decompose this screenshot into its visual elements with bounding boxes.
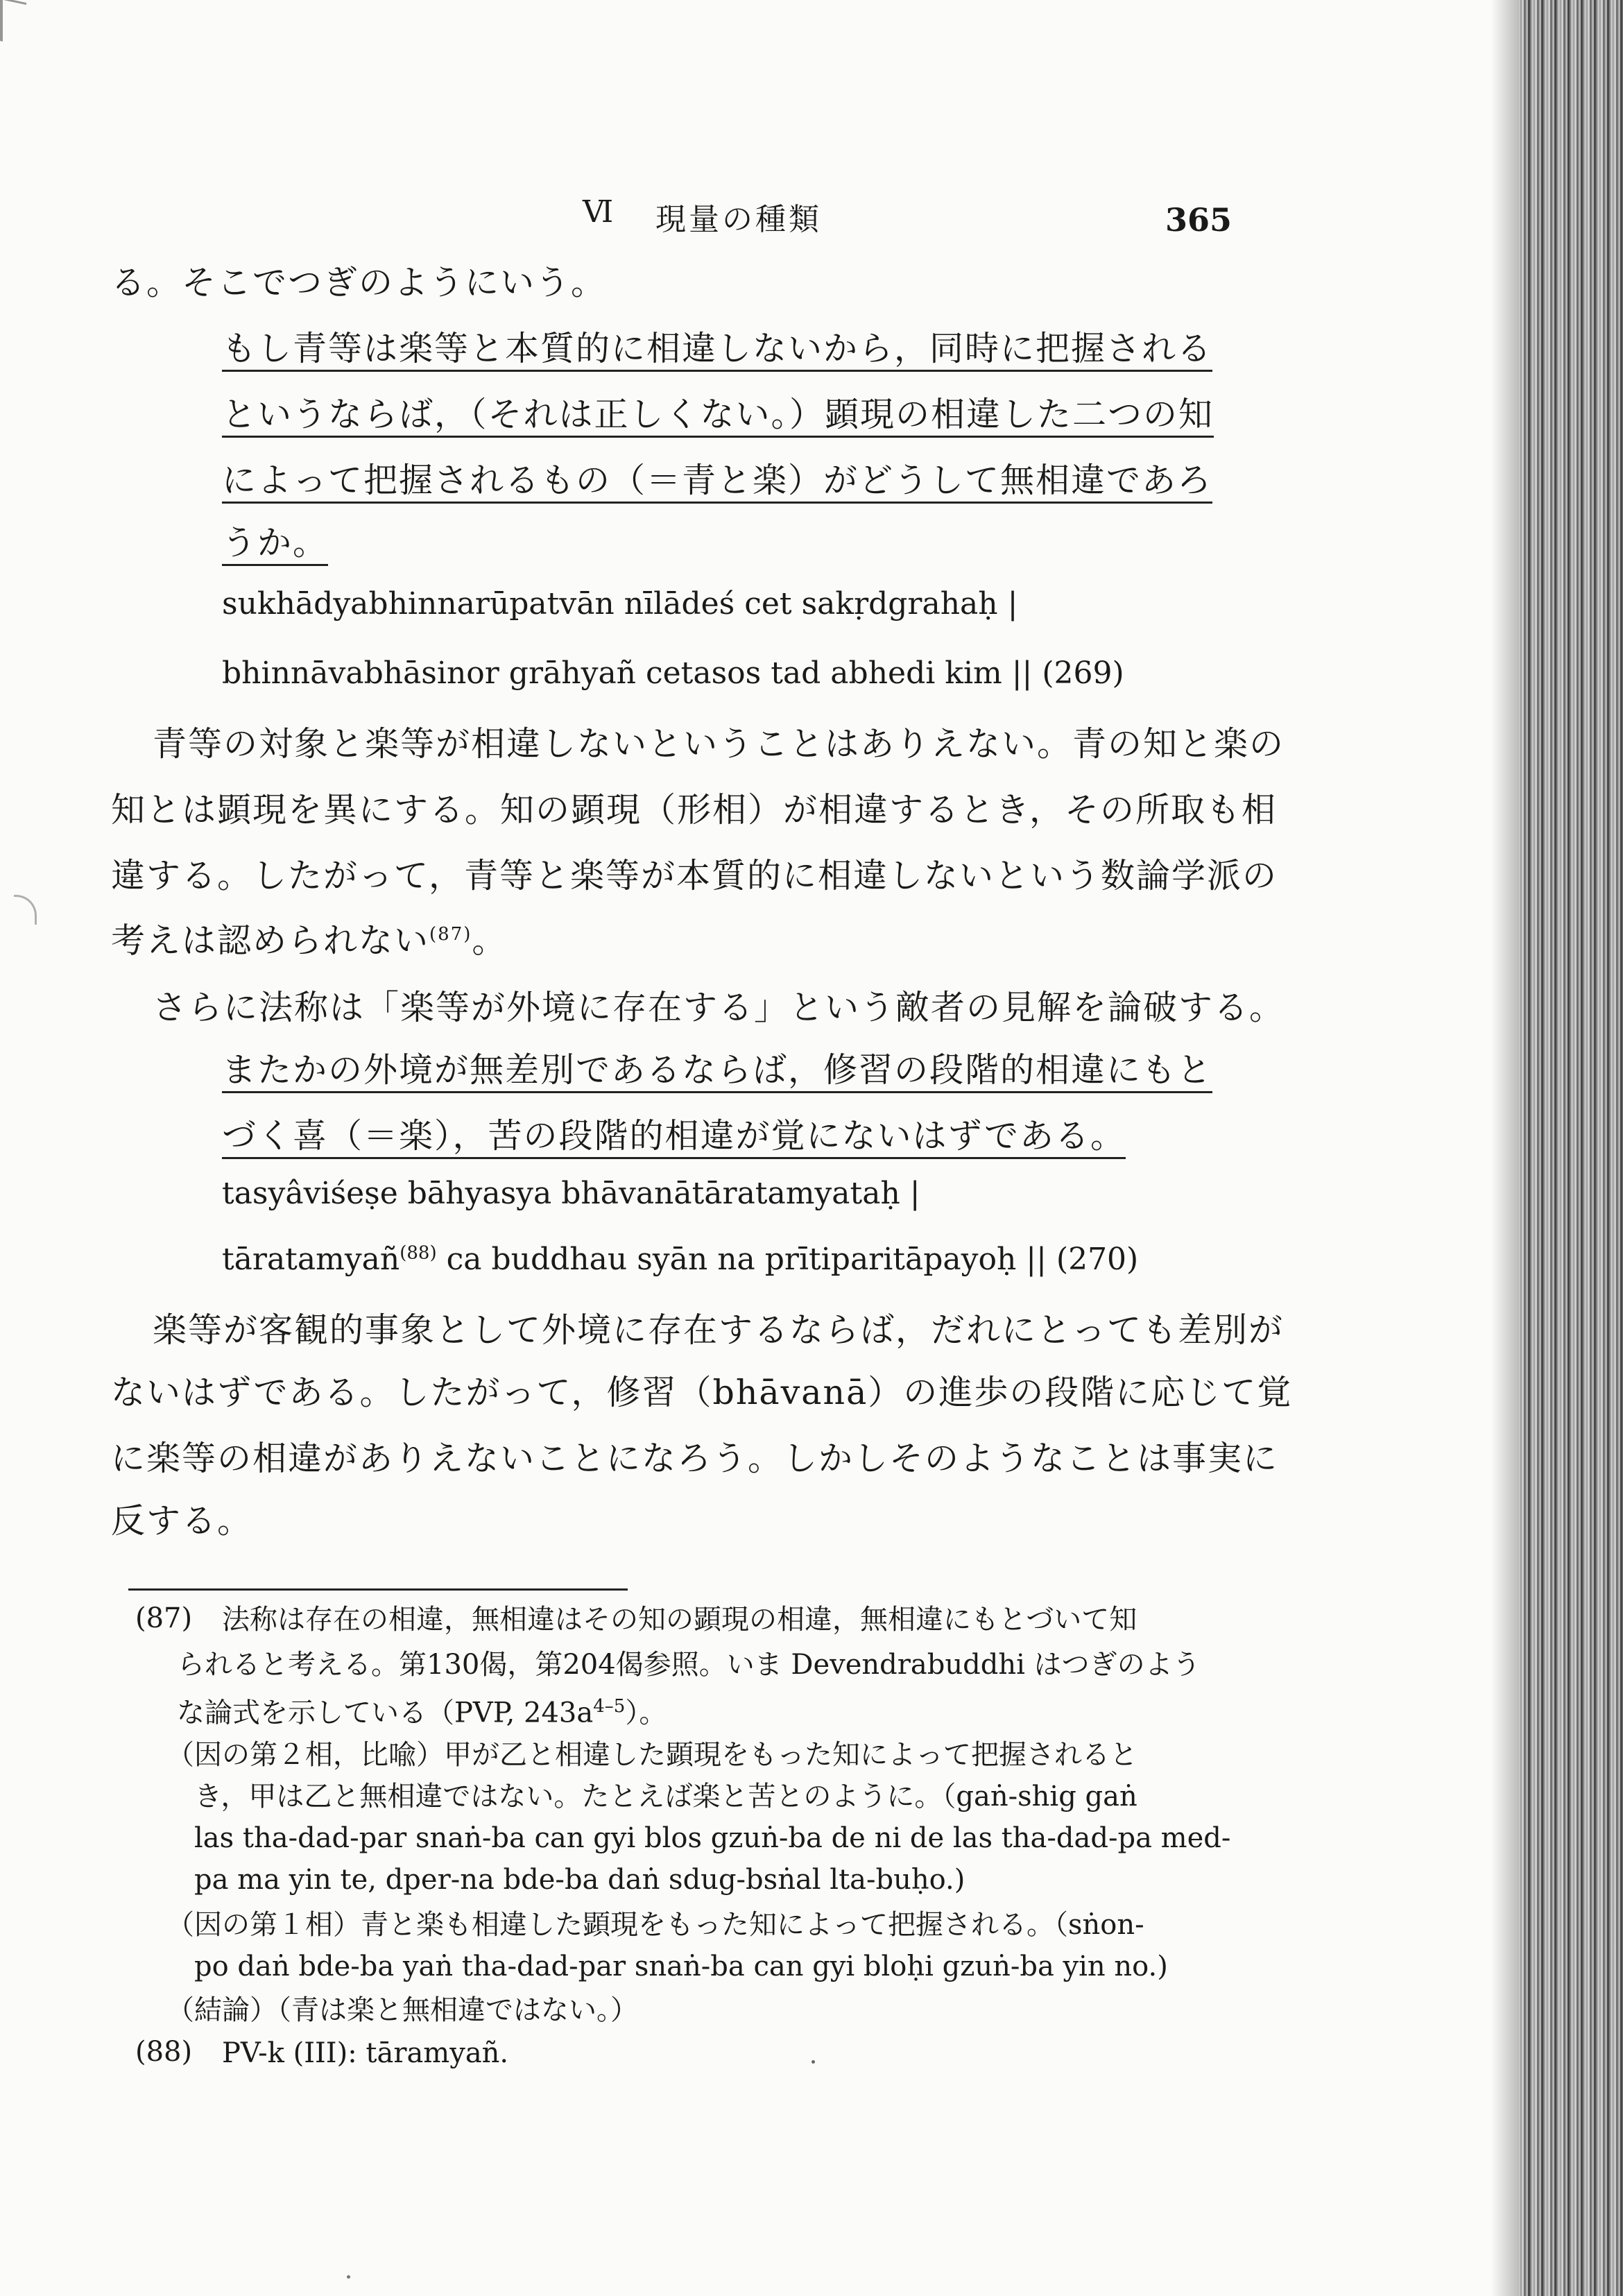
text: な論式を示している（PVP, 243a — [177, 1697, 594, 1729]
underlined-text: というならば，（それは正しくない。）顕現の相違した二つの知 — [222, 395, 1214, 438]
footnote-ref: (87) — [429, 924, 472, 945]
page-number: 365 — [1165, 201, 1233, 239]
binding-shadow — [1491, 0, 1519, 2296]
footnote-line: 法称は存在の相違，無相違はその知の顕現の相違，無相違にもとづいて知 — [222, 1604, 1137, 1636]
footnote-line: pa ma yin te, dper-na bde-ba daṅ sdug-bsṅal lta-buḥo.) — [194, 1864, 965, 1896]
underlined-text: うか。 — [222, 523, 328, 566]
footnote-line: las tha-dad-par snaṅ-ba can gyi blos gzuṅ-ba de ni de las tha-dad-pa med- — [194, 1822, 1231, 1854]
text: ）。 — [625, 1697, 667, 1729]
superscript: 4–5 — [593, 1696, 626, 1717]
underlined-text: づく喜（＝楽），苦の段階的相違が覚にないはずである。 — [222, 1116, 1126, 1159]
text-line: 青等の対象と楽等が相違しないということはありえない。青の知と楽の — [153, 724, 1285, 764]
footnote-line: （因の第２相，比喩）甲が乙と相違した顕現をもった知によって把握されると — [166, 1739, 1137, 1771]
footnote-line: （因の第１相）青と楽も相違した顕現をもった知によって把握される。（sṅon- — [166, 1909, 1144, 1941]
underlined-text: またかの外境が無差別であるならば，修習の段階的相違にもと — [222, 1050, 1212, 1093]
running-header — [569, 194, 1248, 250]
footnote-line: po daṅ bde-ba yaṅ tha-dad-par snaṅ-ba can gyi bloḥi gzuṅ-ba yin no.) — [194, 1951, 1168, 1982]
sanskrit-verse-line: sukhādyabhinnarūpatvān nīlādeś cet sakṛdgrahaḥ | — [222, 586, 1018, 622]
text-line: 違する。したがって，青等と楽等が本質的に相違しないという数論学派の — [111, 856, 1278, 896]
footnote-number: (88) — [135, 2036, 193, 2068]
text-line: に楽等の相違がありえないことになろう。しかしそのようなことは事実に — [111, 1439, 1279, 1478]
footnote-line: られると考える。第130偈，第204偈参照。いま Devendrabuddhi はつぎのよう — [177, 1649, 1201, 1681]
verse-translation-line — [222, 1037, 1262, 1103]
sanskrit-verse-line — [222, 1242, 1138, 1277]
text: 考えは認められない — [111, 920, 430, 961]
underlined-text: によって把握されるもの（＝青と楽）がどうして無相違であろ — [222, 461, 1212, 504]
scan-speck — [347, 2275, 350, 2279]
text-line: ないはずである。したがって，修習（bhāvanā）の進歩の段階に応じて覚 — [111, 1373, 1293, 1412]
verse-translation-line — [222, 316, 1262, 382]
footnote-line: PV-k (III): tāramyañ. — [222, 2037, 509, 2069]
footnote-separator — [128, 1588, 628, 1591]
chapter-title: 現量の種類 — [655, 202, 822, 237]
text: tāratamyañ — [222, 1242, 400, 1277]
text-line: る。そこでつぎのようにいう。 — [111, 263, 607, 302]
underlined-text: もし青等は楽等と本質的に相違しないから，同時に把握される — [222, 329, 1212, 372]
chapter-number: Ⅵ — [583, 194, 614, 230]
text-line: さらに法称は「楽等が外境に存在する」という敵者の見解を論破する。 — [153, 988, 1285, 1027]
text: ca buddhau syān na prītiparitāpayoḥ || (270) — [436, 1242, 1139, 1277]
footnote-line: （結論）（青は楽と無相違ではない。） — [166, 1994, 638, 2026]
text-line: 知とは顕現を異にする。知の顕現（形相）が相違するとき，その所取も相 — [111, 790, 1278, 830]
verse-translation-line — [222, 382, 1262, 447]
sanskrit-verse-line: bhinnāvabhāsinor grāhyañ cetasos tad abhedi kim || (269) — [222, 656, 1124, 691]
verse-translation-line — [222, 447, 1262, 513]
footnote-line — [177, 1686, 667, 1733]
text: 。 — [472, 920, 508, 961]
scan-edge-mark — [14, 895, 37, 925]
sanskrit-verse-line: tasyâviśeṣe bāhyasya bhāvanātāratamyataḥ | — [222, 1176, 920, 1211]
text-line: 反する。 — [111, 1501, 253, 1541]
text-line — [111, 902, 1255, 973]
footnote-number: (87) — [135, 1602, 193, 1634]
scan-corner-mark — [0, 0, 26, 46]
book-binding — [1519, 0, 1623, 2296]
footnote-line: き，甲は乙と無相違ではない。たとえば楽と苦とのように。（gaṅ-shig gaṅ — [194, 1781, 1137, 1813]
footnote-ref: (88) — [400, 1242, 437, 1264]
text-line: 楽等が客観的事象として外境に存在するならば，だれにとっても差別が — [153, 1310, 1285, 1350]
scan-speck — [812, 2060, 815, 2064]
verse-translation-line — [222, 510, 1262, 576]
verse-translation-line — [222, 1103, 1262, 1169]
